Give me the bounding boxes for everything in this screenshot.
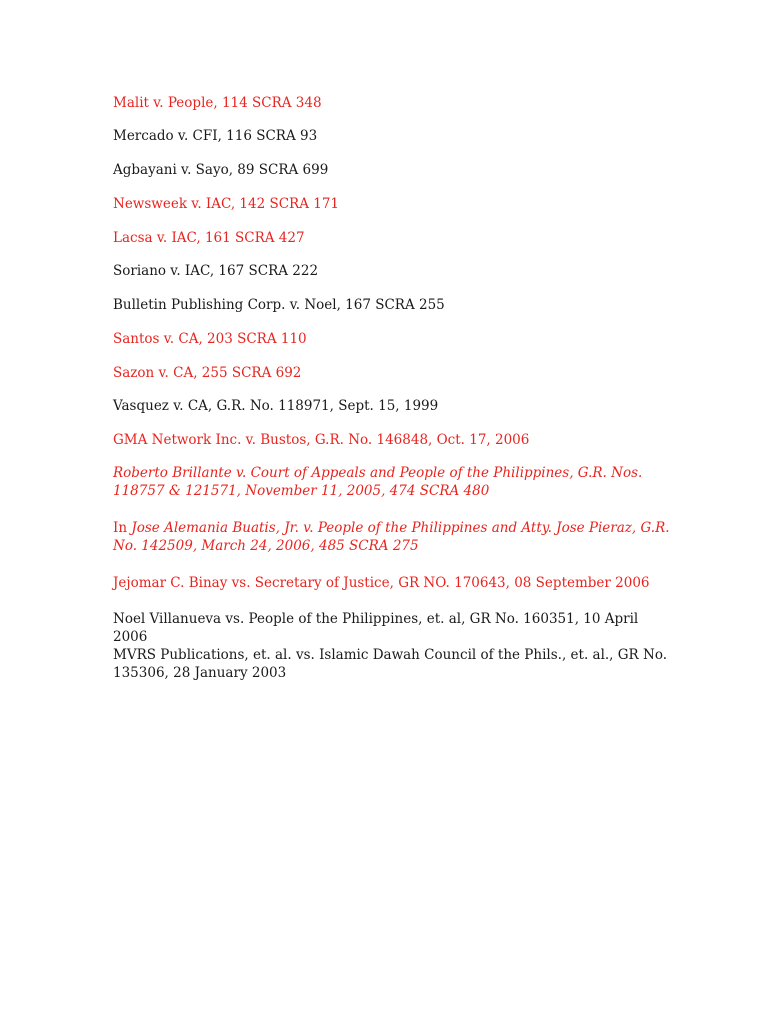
case-citation-buatis-prefix: In: [113, 520, 132, 536]
case-citation-buatis-text: Jose Alemania Buatis, Jr. v. People of the Philippines and Atty. Jose Pieraz, G.R. No. 142509, March 24, 2006, 485 SCRA 275: [113, 520, 670, 554]
case-citation-bulletin-publishing: Bulletin Publishing Corp. v. Noel, 167 SCRA 255: [113, 297, 445, 313]
case-citation-newsweek: Newsweek v. IAC, 142 SCRA 171: [113, 196, 340, 212]
case-citation-agbayani: Agbayani v. Sayo, 89 SCRA 699: [113, 162, 329, 178]
case-citation-gma-network: GMA Network Inc. v. Bustos, G.R. No. 146848, Oct. 17, 2006: [113, 432, 530, 448]
case-citation-binay: Jejomar C. Binay vs. Secretary of Justice, GR NO. 170643, 08 September 2006: [113, 575, 650, 591]
case-citation-mvrs: MVRS Publications, et. al. vs. Islamic Dawah Council of the Phils., et. al., GR No. 135306, 28 January 2003: [113, 647, 667, 681]
case-citation-mercado: Mercado v. CFI, 116 SCRA 93: [113, 128, 318, 144]
case-citation-malit: Malit v. People, 114 SCRA 348: [113, 95, 322, 111]
case-citation-soriano: Soriano v. IAC, 167 SCRA 222: [113, 263, 319, 279]
case-citation-lacsa: Lacsa v. IAC, 161 SCRA 427: [113, 230, 305, 246]
case-citation-buatis: [113, 519, 673, 555]
case-citation-vasquez: Vasquez v. CA, G.R. No. 118971, Sept. 15, 1999: [113, 398, 439, 414]
case-citation-brillante: Roberto Brillante v. Court of Appeals and People of the Philippines, G.R. Nos. 118757 & 121571, November 11, 2005, 474 SCRA 480: [113, 465, 643, 499]
case-citation-santos: Santos v. CA, 203 SCRA 110: [113, 331, 307, 347]
case-citation-sazon: Sazon v. CA, 255 SCRA 692: [113, 365, 302, 381]
case-citation-villanueva: Noel Villanueva vs. People of the Philippines, et. al, GR No. 160351, 10 April 2006: [113, 611, 639, 645]
